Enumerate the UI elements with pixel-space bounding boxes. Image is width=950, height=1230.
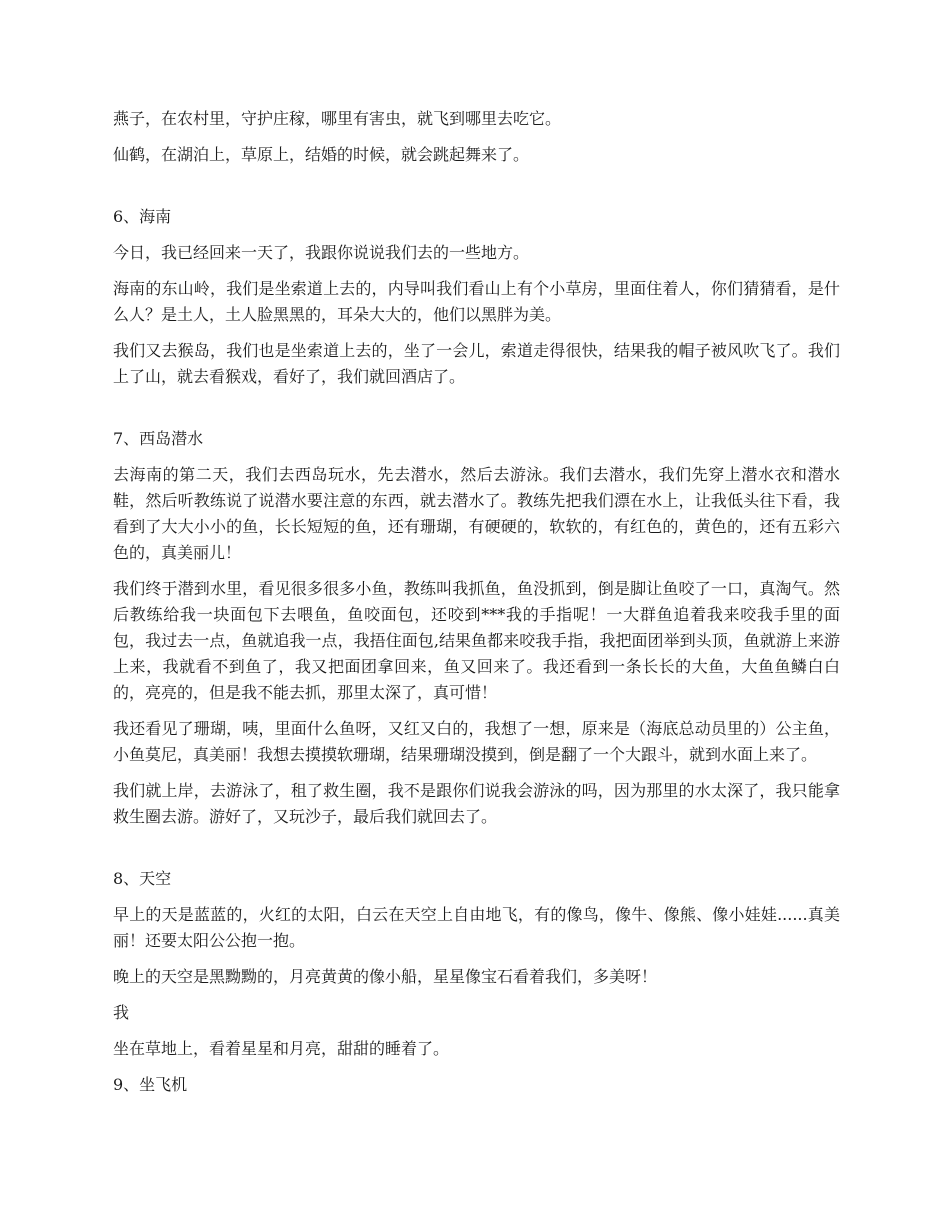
section-heading-airplane: 9、坐飞机 — [113, 1075, 188, 1094]
paragraph-monkey-island: 我们又去猴岛，我们也是坐索道上去的，坐了一会儿，索道走得很快，结果我的帽子被风吹飞了。我们上了山，就去看猴戏，看好了，我们就回酒店了。 — [113, 341, 840, 386]
paragraph-diving-fish: 我们终于潜到水里，看见很多很多小鱼，教练叫我抓鱼，鱼没抓到，倒是脚让鱼咬了一口，真淘气。然后教练给我一块面包下去喂鱼，鱼咬面包，还咬到***我的手指呢！一大群鱼追着我来咬我手里的面包，我过去一点，鱼就追我一点，我捂住面包,结果鱼都来咬我手指，我把面团举到头顶，鱼就游上来游上来，我就看不到鱼了，我又把面团拿回来，鱼又回来了。我还看到一条长长的大鱼，大鱼鱼鳞白白的，亮亮的，但是我不能去抓，那里太深了，真可惜！ — [113, 579, 840, 702]
paragraph-morning-sky: 早上的天是蓝蓝的，火红的太阳，白云在天空上自由地飞，有的像鸟，像牛、像熊、像小娃娃......真美丽！还要太阳公公抱一抱。 — [113, 905, 840, 950]
paragraph-swallow: 燕子，在农村里，守护庄稼，哪里有害虫，就飞到哪里去吃它。 — [113, 109, 562, 128]
section-heading-hainan: 6、海南 — [113, 207, 172, 226]
paragraph-night-sky: 晚上的天空是黑黝黝的，月亮黄黄的像小船，星星像宝石看着我们，多美呀！ — [113, 967, 658, 986]
section-heading-sky: 8、天空 — [113, 869, 172, 888]
paragraph-crane: 仙鹤，在湖泊上，草原上，结婚的时候，就会跳起舞来了。 — [113, 145, 530, 164]
paragraph-today: 今日，我已经回来一天了，我跟你说说我们去的一些地方。 — [113, 243, 530, 262]
paragraph-diving-coral: 我还看见了珊瑚，咦，里面什么鱼呀，又红又白的，我想了一想，原来是（海底总动员里的）公主鱼，小鱼莫尼，真美丽！我想去摸摸软珊瑚，结果珊瑚没摸到，倒是翻了一个大跟斗，就到水面上来了。 — [113, 719, 840, 764]
paragraph-grass: 坐在草地上，看着星星和月亮，甜甜的睡着了。 — [113, 1039, 450, 1058]
paragraph-swimming: 我们就上岸，去游泳了，租了救生圈，我不是跟你们说我会游泳的吗，因为那里的水太深了，我只能拿救生圈去游。游好了，又玩沙子，最后我们就回去了。 — [113, 781, 840, 826]
section-heading-diving: 7、西岛潜水 — [113, 429, 204, 448]
document-page — [113, 106, 840, 1098]
paragraph-dongshanling: 海南的东山岭，我们是坐索道上去的，内导叫我们看山上有个小草房，里面住着人，你们猜猜看，是什么人？是土人，土人脸黑黑的，耳朵大大的，他们以黑胖为美。 — [113, 279, 840, 324]
paragraph-diving-start: 去海南的第二天，我们去西岛玩水，先去潜水，然后去游泳。我们去潜水，我们先穿上潜水衣和潜水鞋，然后听教练说了说潜水要注意的东西，就去潜水了。教练先把我们漂在水上，让我低头往下看，我看到了大大小小的鱼，长长短短的鱼，还有珊瑚，有硬硬的，软软的，有红色的，黄色的，还有五彩六色的，真美丽儿！ — [113, 465, 840, 562]
paragraph-me: 我 — [113, 1003, 130, 1022]
